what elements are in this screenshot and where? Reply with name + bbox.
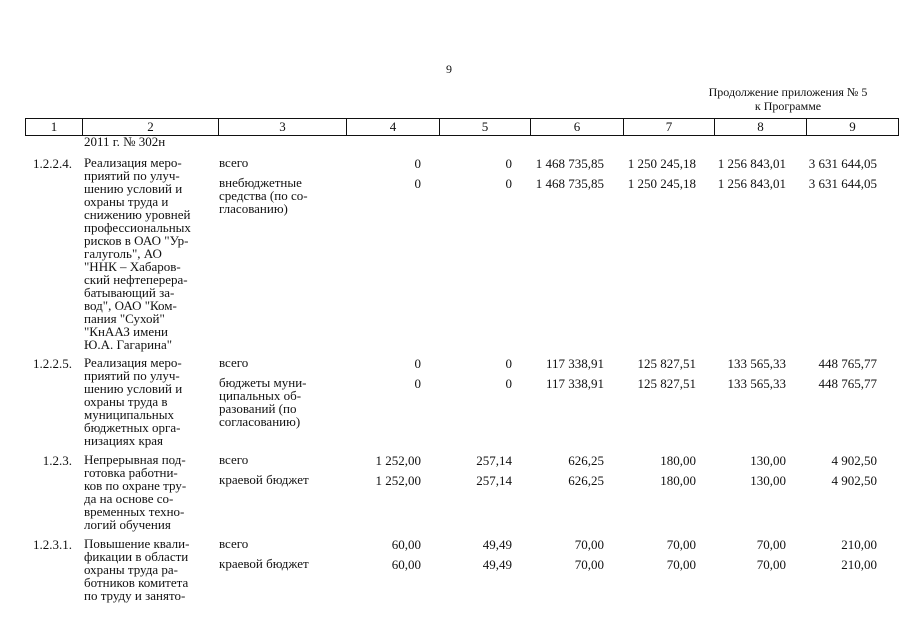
value-cell-col9: 3 631 644,05: [808, 176, 877, 191]
value-cell-col8: 130,00: [750, 453, 786, 468]
col-header-6: 6: [531, 119, 624, 136]
value-cell-col8: 1 256 843,01: [717, 176, 786, 191]
value-cell-col8: 70,00: [756, 537, 786, 552]
value-cell-col9: 4 902,50: [831, 473, 877, 488]
funding-source-label: всего: [219, 536, 249, 551]
value-cell-col7: 180,00: [660, 453, 696, 468]
page-number: 9: [446, 62, 452, 76]
col-header-5: 5: [440, 119, 531, 136]
value-cell-col5: 0: [505, 156, 512, 171]
col-header-1: 1: [26, 119, 83, 136]
value-cell-col7: 70,00: [666, 557, 696, 572]
funding-source-label: внебюджетные средства (по со- гласованию): [219, 175, 308, 216]
col-header-9: 9: [807, 119, 899, 136]
value-cell-col5: 49,49: [482, 557, 512, 572]
value-cell-col4: 60,00: [391, 557, 421, 572]
value-cell-col6: 70,00: [574, 537, 604, 552]
value-cell-col4: 0: [414, 356, 421, 371]
funding-source-label: краевой бюджет: [219, 472, 309, 487]
col-header-3: 3: [219, 119, 347, 136]
row-name: Реализация меро- приятий по улуч- шению условий и охраны труда и снижению уровней профессиональных рисков в ОАО "Ур- галуголь", АО "ННК – Хабаров- ский нефтеперера- батывающий за- вод", ОАО "Ком- пания "Сухой" "КнААЗ имени Ю.А. Гагарина": [84, 155, 191, 352]
row-code: 1.2.2.4.: [33, 156, 72, 171]
col-header-2: 2: [83, 119, 219, 136]
value-cell-col7: 70,00: [666, 537, 696, 552]
value-cell-col6: 626,25: [568, 453, 604, 468]
value-cell-col4: 1 252,00: [375, 453, 421, 468]
value-cell-col4: 0: [414, 156, 421, 171]
value-cell-col8: 133 565,33: [727, 376, 786, 391]
value-cell-col9: 448 765,77: [818, 356, 877, 371]
value-cell-col5: 0: [505, 176, 512, 191]
value-cell-col6: 1 468 735,85: [535, 156, 604, 171]
col-header-4: 4: [347, 119, 440, 136]
value-cell-col5: 257,14: [476, 453, 512, 468]
col-header-7: 7: [624, 119, 715, 136]
value-cell-col7: 125 827,51: [637, 356, 696, 371]
value-cell-col8: 130,00: [750, 473, 786, 488]
value-cell-col7: 1 250 245,18: [627, 156, 696, 171]
value-cell-col7: 180,00: [660, 473, 696, 488]
value-cell-col9: 4 902,50: [831, 453, 877, 468]
value-cell-col5: 0: [505, 376, 512, 391]
value-cell-col9: 448 765,77: [818, 376, 877, 391]
continuation-line2: к Программе: [754, 99, 822, 113]
row-code: 1.2.3.1.: [33, 537, 72, 552]
value-cell-col6: 117 338,91: [545, 376, 604, 391]
funding-source-label: краевой бюджет: [219, 556, 309, 571]
value-cell-col9: 210,00: [841, 537, 877, 552]
row-name: Реализация меро- приятий по улуч- шению условий и охраны труда в муниципальных бюджетных орга- низациях края: [84, 355, 183, 448]
value-cell-col7: 1 250 245,18: [627, 176, 696, 191]
value-cell-col6: 1 468 735,85: [535, 176, 604, 191]
value-cell-col5: 257,14: [476, 473, 512, 488]
row-code: 1.2.2.5.: [33, 356, 72, 371]
row-name: Непрерывная под- готовка работни- ков по охране тру- да на основе со- временных техно- логий обучения: [84, 452, 187, 532]
col-header-8: 8: [715, 119, 807, 136]
cut-line-text: 2011 г. № 302н: [84, 134, 166, 149]
funding-source-label: всего: [219, 452, 249, 467]
row-name: Повышение квали- фикации в области охраны труда ра- ботников комитета по труду и занято-: [84, 536, 190, 603]
value-cell-col5: 49,49: [482, 537, 512, 552]
continuation-line1: Продолжение приложения № 5: [708, 85, 868, 99]
value-cell-col8: 1 256 843,01: [717, 156, 786, 171]
value-cell-col9: 210,00: [841, 557, 877, 572]
value-cell-col4: 1 252,00: [375, 473, 421, 488]
value-cell-col4: 60,00: [391, 537, 421, 552]
value-cell-col6: 626,25: [568, 473, 604, 488]
value-cell-col9: 3 631 644,05: [808, 156, 877, 171]
value-cell-col5: 0: [505, 356, 512, 371]
value-cell-col6: 70,00: [574, 557, 604, 572]
value-cell-col8: 133 565,33: [727, 356, 786, 371]
row-code: 1.2.3.: [42, 453, 72, 468]
value-cell-col8: 70,00: [756, 557, 786, 572]
value-cell-col4: 0: [414, 376, 421, 391]
value-cell-col7: 125 827,51: [637, 376, 696, 391]
value-cell-col6: 117 338,91: [545, 356, 604, 371]
funding-source-label: всего: [219, 355, 249, 370]
continuation-note: [700, 85, 876, 113]
funding-source-label: бюджеты муни- ципальных об- разований (по согласованию): [219, 375, 307, 429]
funding-source-label: всего: [219, 155, 249, 170]
value-cell-col4: 0: [414, 176, 421, 191]
